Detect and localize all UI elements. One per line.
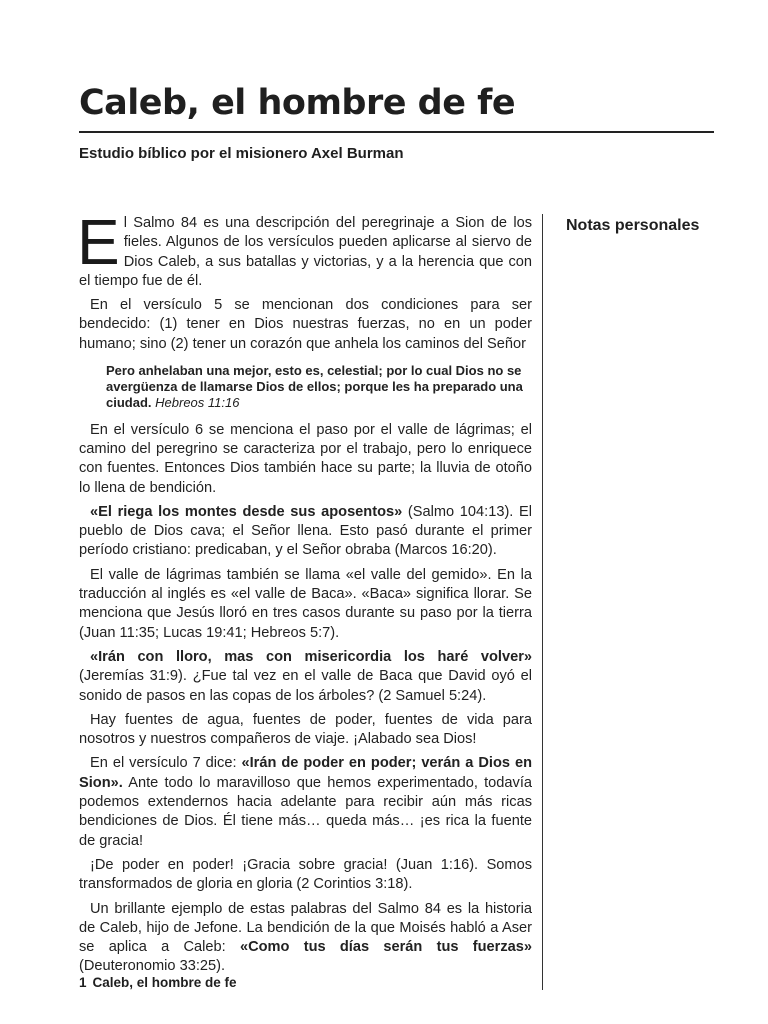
- paragraph-8: [79, 754, 532, 850]
- article-body: [77, 206, 532, 982]
- paragraph-8-lead: En el versículo 7 dice:: [90, 755, 242, 772]
- paragraph-4-text: (Salmo 104:13). El pueblo de Dios cava; el Señor llena. Esto pasó durante el primer período cristiano: predicaban, y el Señor obraba (Marcos 16:20).: [79, 503, 532, 559]
- paragraph-2: En el versículo 5 se mencionan dos condiciones para ser bendecido: (1) tener en Dios nuestras fuerzas, no en un poder humano; sino (2) tener un corazón que anhela los caminos del Señor: [79, 297, 532, 352]
- paragraph-10-emphasis: «Como tus días serán tus fuerzas»: [239, 939, 532, 956]
- paragraph-1: [77, 206, 532, 291]
- paragraph-8-emphasis: «Irán de poder en poder; verán a Dios en Sion».: [79, 755, 532, 791]
- paragraph-3: En el versículo 6 se menciona el paso por el valle de lágrimas; el camino del peregrino se caracteriza por el trabajo, pero lo enriquece con fuentes. Entonces Dios también hace su parte; la lluvia de otoño lo llena de bendición.: [79, 421, 532, 496]
- quote-reference: Hebreos 11:16: [155, 395, 240, 411]
- running-title: Caleb, el hombre de fe: [92, 975, 237, 990]
- paragraph-10: [79, 900, 532, 977]
- paragraph-8-text: Ante todo lo maravilloso que hemos experimentado, todavía podemos extendernos hacia adelante para recibir aún más ricas bendiciones de Dios. Él tiene más… queda más… ¡es rica la fuente de gracia!: [79, 774, 532, 849]
- page-number: 1: [79, 975, 87, 990]
- personal-notes-heading: Notas personales: [566, 217, 700, 234]
- paragraph-10-lead: Un brillante ejemplo de estas palabras del Salmo 84 es la historia de Caleb, hijo de Jefone. La bendición de la que Moisés habló a Aser se aplica a Caleb:: [79, 900, 532, 956]
- page-subtitle: Estudio bíblico por el misionero Axel Burman: [79, 145, 404, 162]
- quote-text: Pero anhelaban una mejor, esto es, celestial; por lo cual Dios no se avergüenza de llamarse Dios de ellos; porque les ha preparado una ciudad.: [106, 363, 523, 411]
- paragraph-10-text: (Deuteronomio 33:25).: [79, 958, 226, 975]
- paragraph-7: Hay fuentes de agua, fuentes de poder, fuentes de vida para nosotros y nuestros compañeros de viaje. ¡Alabado sea Dios!: [79, 711, 532, 748]
- scripture-quote: [106, 363, 532, 412]
- paragraph-6: [79, 648, 532, 706]
- page-footer: [79, 974, 237, 992]
- title-divider: [79, 131, 714, 133]
- paragraph-4-emphasis: «El riega los montes desde sus aposentos»: [90, 503, 403, 520]
- page-title: Caleb, el hombre de fe: [79, 83, 516, 123]
- paragraph-6-emphasis: «Irán con lloro, mas con misericordia los haré volver»: [90, 648, 532, 665]
- paragraph-4: [79, 503, 532, 561]
- paragraph-1-text: l Salmo 84 es una descripción del peregrinaje a Sion de los fieles. Algunos de los versículos pueden aplicarse al siervo de Dios Caleb, a sus batallas y victorias, y a la herencia que con el tiempo fue de él.: [79, 215, 532, 289]
- paragraph-5: El valle de lágrimas también se llama «el valle del gemido». En la traducción al inglés es «el valle de Baca». «Baca» significa llorar. Se menciona que Jesús lloró en tres casos durante su paso por la tierra (Juan 11:35; Lucas 19:41; Hebreos 5:7).: [79, 566, 532, 641]
- drop-cap: E: [77, 206, 120, 278]
- column-divider: [542, 214, 543, 990]
- paragraph-9: ¡De poder en poder! ¡Gracia sobre gracia! (Juan 1:16). Somos transformados de gloria en gloria (2 Corintios 3:18).: [79, 856, 532, 893]
- paragraph-6-text: (Jeremías 31:9). ¿Fue tal vez en el valle de Baca que David oyó el sonido de pasos en las copas de los árboles? (2 Samuel 5:24).: [79, 668, 532, 704]
